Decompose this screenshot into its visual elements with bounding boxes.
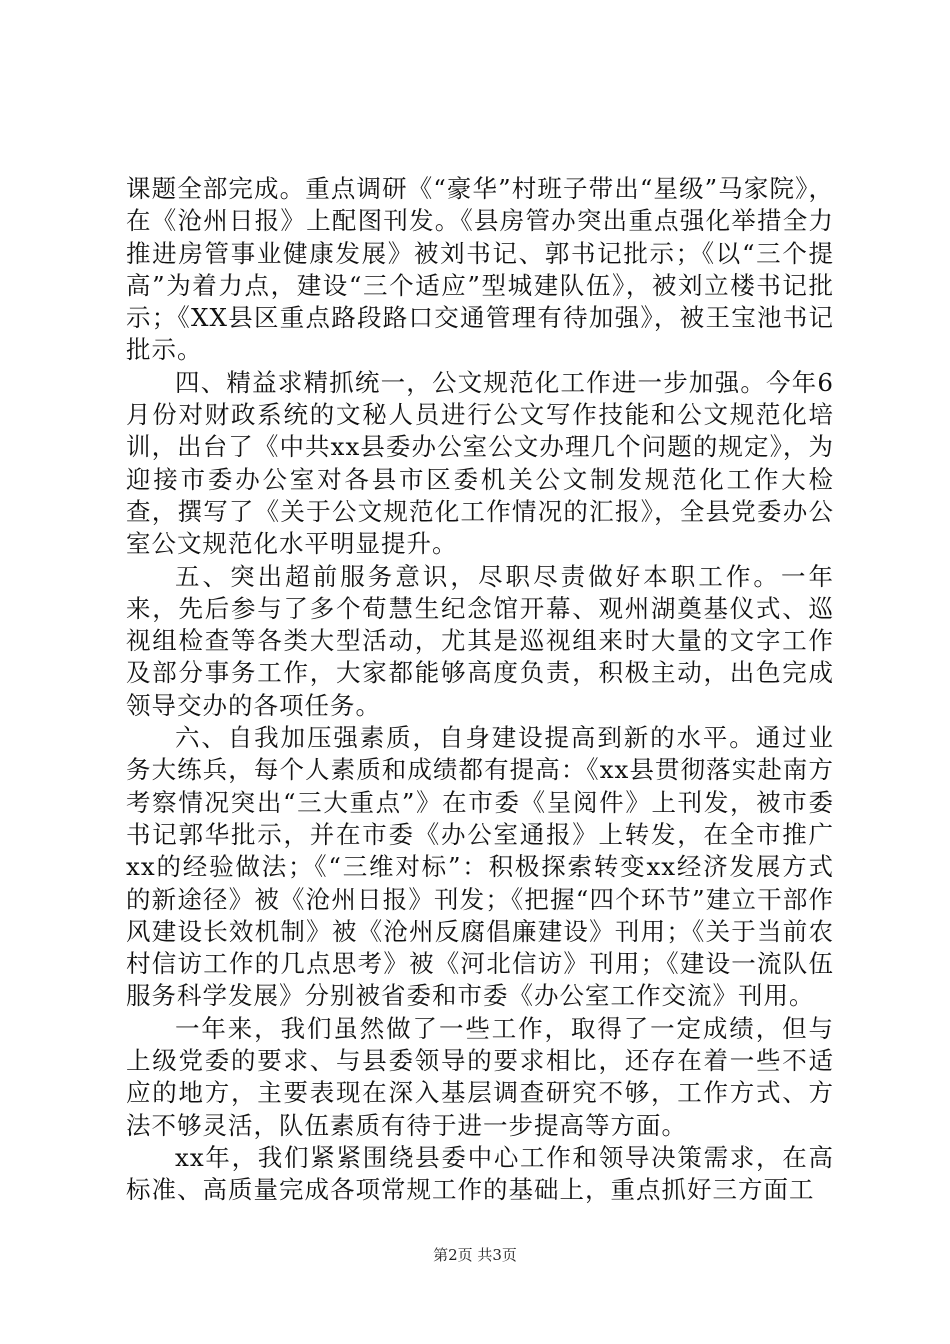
document-body: [126, 173, 834, 1207]
paragraph-continuation: 课题全部完成。重点调研《“豪华”村班子带出“星级”马家院》，在《沧州日报》上配图刊发。《县房管办突出重点强化举措全力推进房管事业健康发展》被刘书记、郭书记批示；《以“三个提高”为着力点，建设“三个适应”型城建队伍》，被刘立楼书记批示；《XX县区重点路段路口交通管理有待加强》，被王宝池书记批示。: [126, 174, 834, 365]
paragraph-section-five: 五、突出超前服务意识，尽职尽责做好本职工作。一年来，先后参与了多个荀慧生纪念馆开幕、观州湖奠基仪式、巡视组检查等各类大型活动，尤其是巡视组来时大量的文字工作及部分事务工作，大家都能够高度负责，积极主动，出色完成领导交办的各项任务。: [126, 561, 834, 720]
paragraph-section-four: 四、精益求精抓统一，公文规范化工作进一步加强。今年6月份对财政系统的文秘人员进行公文写作技能和公文规范化培训，出台了《中共xx县委办公室公文办理几个问题的规定》，为迎接市委办公室对各县市区委机关公文制发规范化工作大检查，撰写了《关于公文规范化工作情况的汇报》，全县党委办公室公文规范化水平明显提升。: [126, 367, 834, 559]
paragraph-shortcomings: 一年来，我们虽然做了一些工作，取得了一定成绩，但与上级党委的要求、与县委领导的要求相比，还存在着一些不适应的地方，主要表现在深入基层调查研究不够，工作方式、方法不够灵活，队伍素质有待于进一步提高等方面。: [126, 1013, 834, 1140]
paragraph-next-year: xx年，我们紧紧围绕县委中心工作和领导决策需求，在高标准、高质量完成各项常规工作的基础上，重点抓好三方面工: [126, 1142, 834, 1205]
page-number-footer: 第2页 共3页: [433, 1246, 517, 1264]
paragraph-section-six: 六、自我加压强素质，自身建设提高到新的水平。通过业务大练兵，每个人素质和成绩都有提高：《xx县贯彻落实赴南方考察情况突出“三大重点”》在市委《呈阅件》上刊发，被市委书记郭华批示，并在市委《办公室通报》上转发，在全市推广xx的经验做法；《“三维对标”：积极探索转变xx经济发展方式的新途径》被《沧州日报》刊发；《把握“四个环节”建立干部作风建设长效机制》被《沧州反腐倡廉建设》刊用；《关于当前农村信访工作的几点思考》被《河北信访》刊用；《建设一流队伍服务科学发展》分别被省委和市委《办公室工作交流》刊用。: [126, 723, 834, 1011]
